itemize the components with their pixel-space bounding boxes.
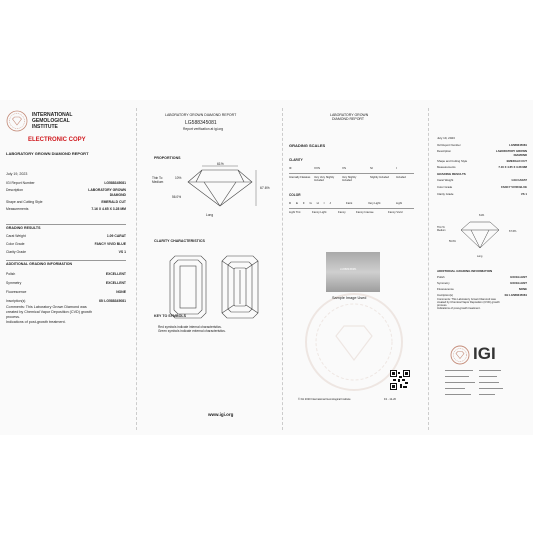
right-additional-info-title: ADDITIONAL GRADING INFORMATION bbox=[437, 269, 493, 273]
fold-line bbox=[282, 108, 283, 430]
comments-line-3: process. bbox=[6, 315, 20, 319]
right-comments-line-3: process. bbox=[437, 304, 448, 307]
depth-pct: 67.6% bbox=[260, 186, 270, 190]
clarity-word-if: Internally Flawless bbox=[289, 176, 311, 179]
fold-line bbox=[136, 108, 137, 430]
fancy-word-2: Fancy Light bbox=[312, 210, 327, 214]
right-comments-line-2: created by Chemical Vapor Deposition (CVD) growth bbox=[437, 301, 500, 304]
girdle-label-1: Thin To bbox=[152, 176, 163, 180]
proportions-title: PROPORTIONS bbox=[154, 156, 181, 160]
comments-line-4: Indications of post-growth treatment. bbox=[6, 320, 66, 324]
website[interactable]: www.igi.org bbox=[208, 412, 234, 417]
grading-results-title: GRADING RESULTS bbox=[6, 226, 41, 230]
security-microtext-block bbox=[445, 368, 505, 403]
color-word-very-light: Very Light bbox=[368, 201, 381, 205]
clarity-grade-vs: VS bbox=[342, 166, 347, 170]
table-pct: 61% bbox=[217, 162, 224, 166]
fancy-word-3: Fancy bbox=[338, 210, 346, 214]
clarity-scale-label: CLARITY bbox=[289, 158, 303, 162]
report-date: July 19, 2023 bbox=[6, 172, 28, 176]
color-scale-line bbox=[289, 208, 414, 209]
clarity-word-si: Slightly Included bbox=[370, 176, 389, 179]
clarity-plot-bottom-view bbox=[222, 256, 258, 318]
right-date: July 19, 2023 bbox=[437, 136, 455, 140]
clarity-word-vs: Very Slightly Included bbox=[342, 176, 357, 183]
right-grading-results-title: GRADING RESULTS bbox=[437, 172, 466, 176]
culet-label: Long bbox=[206, 213, 214, 217]
middle-header: LABORATORY GROWN DIAMOND REPORT bbox=[165, 113, 237, 117]
sample-girdle-image bbox=[326, 252, 380, 292]
clarity-word-i: Included bbox=[396, 176, 406, 179]
scales-panel bbox=[284, 100, 422, 435]
igi-logo-text: IGI bbox=[473, 344, 496, 363]
middle-report-number: LG588345081 bbox=[185, 120, 217, 126]
watermark-seal-icon bbox=[304, 292, 404, 392]
left-grading-rows: Carat Weight 1.09 CARAT Color Grade FANCY VIVID BLUE Clarity Grade VS 1 bbox=[6, 234, 126, 254]
clarity-grade-i: I bbox=[396, 166, 397, 170]
sample-caption: Sample Image Used bbox=[332, 296, 367, 300]
right-pavilion-pct: 56.0% bbox=[449, 240, 456, 243]
clarity-word-vvs: Very Very Slightly Included bbox=[314, 176, 335, 183]
igi-seal-icon bbox=[6, 110, 28, 132]
fold-line bbox=[428, 108, 429, 430]
org-name-line-3: INSTITUTE bbox=[32, 124, 58, 130]
scales-header-1: LABORATORY GROWN bbox=[330, 113, 369, 117]
report-type: LABORATORY GROWN DIAMOND REPORT bbox=[6, 151, 89, 156]
clarity-plot-top-view bbox=[170, 256, 206, 318]
pavilion-pct: 56.0% bbox=[172, 195, 182, 199]
right-girdle-label-2: Medium bbox=[437, 229, 446, 232]
right-description-rows: IGI Report Number LG588345081 Description LABORATORY GROWN DIAMOND Shape and Cutting Style EMERALD CUT Measurements 7.16 X 4.65 X 3.28 MM bbox=[437, 143, 527, 169]
fancy-word-4: Fancy Intense bbox=[356, 210, 374, 214]
color-scale-label: COLOR bbox=[289, 193, 301, 197]
stone-inscription: LG588345081 bbox=[340, 268, 357, 271]
left-description-rows: IGI Report Number LG588345081 Description LABORATORY GROWN DIAMOND Shape and Cutting Style EMERALD CUT Measurements 7.16 X 4.65 X 3.28 MM bbox=[6, 181, 126, 211]
clarity-grade-if: IF bbox=[289, 166, 292, 170]
right-depth-pct: 67.6% bbox=[509, 230, 517, 233]
girdle-label-2: Medium bbox=[152, 180, 164, 184]
org-name-line-1: INTERNATIONAL bbox=[32, 112, 73, 118]
right-grading-rows: Carat Weight 1.09 CARAT Color Grade FANCY VIVID BLUE Clarity Grade VS 1 bbox=[437, 178, 527, 196]
crown-pct: 10% bbox=[175, 176, 182, 180]
middle-panel bbox=[150, 100, 280, 435]
comments-line-2: created by Chemical Vapor Deposition (CVD) growth bbox=[6, 310, 93, 314]
key-to-symbols-title: KEY TO SYMBOLS bbox=[154, 314, 187, 318]
clarity-characteristics-title: CLARITY CHARACTERISTICS bbox=[154, 239, 205, 243]
left-additional-rows: Polish EXCELLENT Symmetry EXCELLENT Fluorescence NONE Inscription(s) IGI LG588345081 bbox=[6, 272, 126, 303]
proportions-diagram bbox=[172, 164, 262, 214]
color-letters: D E F G H I J bbox=[289, 201, 333, 205]
clarity-scale-line bbox=[289, 173, 414, 174]
divider bbox=[6, 224, 126, 225]
grading-scales-title: GRADING SCALES bbox=[289, 143, 326, 148]
left-panel bbox=[6, 100, 126, 435]
scales-header-2: DIAMOND REPORT bbox=[332, 117, 365, 121]
fancy-word-1: Light Tint bbox=[289, 210, 301, 214]
right-additional-rows: Polish EXCELLENT Symmetry EXCELLENT Fluorescence NONE Inscription(s) IGI LG588345081 bbox=[437, 275, 527, 297]
clarity-grade-si: SI bbox=[370, 166, 373, 170]
igi-logo-seal-icon bbox=[450, 345, 470, 365]
right-proportions-diagram bbox=[455, 218, 505, 250]
org-name-line-2: GEMOLOGICAL bbox=[32, 118, 70, 124]
footer-code: F2 - 12-20 bbox=[384, 398, 396, 401]
key-line-1: Red symbols indicate internal characteristics. bbox=[158, 325, 222, 329]
right-girdle-label-1: Thin To bbox=[437, 226, 445, 229]
divider bbox=[6, 260, 126, 261]
fancy-word-5: Fancy Vivid bbox=[388, 210, 403, 214]
right-table-pct: 61% bbox=[479, 214, 485, 217]
qr-code-icon[interactable] bbox=[390, 370, 410, 390]
color-word-light: Light bbox=[396, 201, 403, 205]
electronic-copy-label: ELECTRONIC COPY bbox=[28, 137, 86, 143]
additional-info-title: ADDITIONAL GRADING INFORMATION bbox=[6, 262, 73, 266]
color-word-faint: Faint bbox=[346, 201, 353, 205]
right-comments-line-1: Comments: This Laboratory Grown Diamond was bbox=[437, 298, 496, 301]
right-panel bbox=[437, 100, 527, 435]
comments-line-1: Comments: This Laboratory Grown Diamond was bbox=[6, 305, 87, 309]
footer-copyright: © IGI 2020 International Gemological Institute bbox=[298, 398, 351, 401]
right-culet-label: Long bbox=[477, 255, 483, 258]
right-comments-line-4: Indications of post-growth treatment. bbox=[437, 307, 481, 310]
key-line-2: Green symbols indicate external characteristics. bbox=[158, 329, 226, 333]
clarity-grade-vvs: VVS bbox=[314, 166, 321, 170]
verify-text: Report verification at igi.org bbox=[183, 127, 224, 131]
